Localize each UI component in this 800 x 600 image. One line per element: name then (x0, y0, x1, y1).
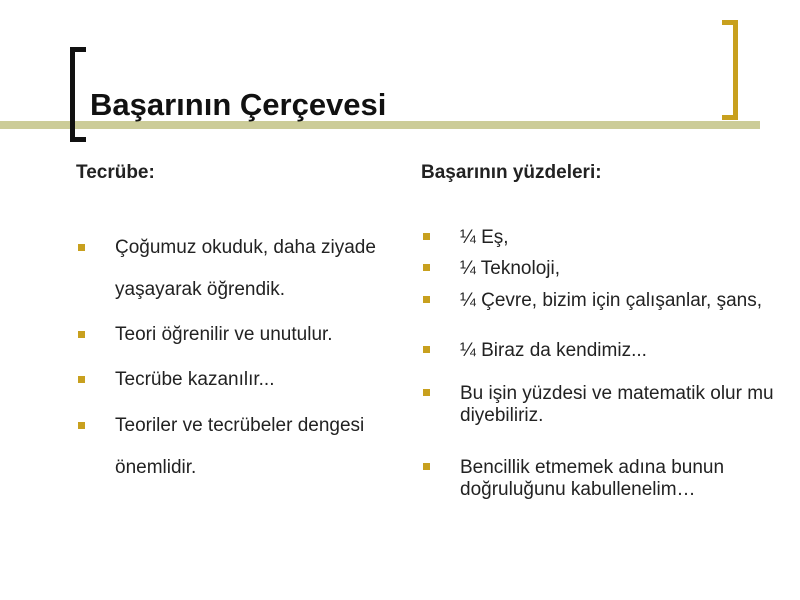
square-bullet-icon (423, 296, 430, 303)
list-item (115, 405, 415, 489)
list-item (460, 290, 780, 312)
list-item (460, 227, 780, 249)
list-item-text: ¼ Çevre, bizim için çalışanlar, şans, (460, 290, 763, 311)
list-item (115, 314, 415, 356)
list-item-text: ¼ Teknoloji, (460, 258, 560, 279)
square-bullet-icon (78, 376, 85, 383)
list-item-text: Tecrübe kazanılır... (115, 369, 275, 390)
list-item-text: ¼ Biraz da kendimiz... (460, 340, 647, 361)
list-item-text: Bencillik etmemek adına bunun doğruluğunu kabullenelim… (460, 457, 725, 500)
list-item (460, 383, 780, 427)
square-bullet-icon (78, 331, 85, 338)
list-item (460, 258, 780, 280)
list-item (460, 340, 780, 362)
list-item (115, 227, 415, 311)
left-column-heading: Tecrübe: (76, 162, 155, 183)
square-bullet-icon (423, 264, 430, 271)
list-item-text: Bu işin yüzdesi ve matematik olur mu diyebiliriz. (460, 383, 774, 426)
square-bullet-icon (78, 422, 85, 429)
list-item-text: ¼ Eş, (460, 227, 509, 248)
list-item-text: Çoğumuz okuduk, daha ziyade yaşayarak öğrendik. (115, 237, 376, 300)
slide-title: Başarının Çerçevesi (90, 87, 387, 122)
right-column-heading: Başarının yüzdeleri: (421, 162, 602, 183)
square-bullet-icon (423, 346, 430, 353)
left-bracket-decoration (70, 47, 86, 142)
square-bullet-icon (78, 244, 85, 251)
square-bullet-icon (423, 463, 430, 470)
square-bullet-icon (423, 233, 430, 240)
list-item-text: Teori öğrenilir ve unutulur. (115, 324, 333, 345)
list-item (460, 457, 780, 501)
list-item (115, 359, 415, 401)
square-bullet-icon (423, 389, 430, 396)
list-item-text: Teoriler ve tecrübeler dengesi önemlidir. (115, 415, 365, 478)
right-bracket-decoration (722, 20, 738, 120)
